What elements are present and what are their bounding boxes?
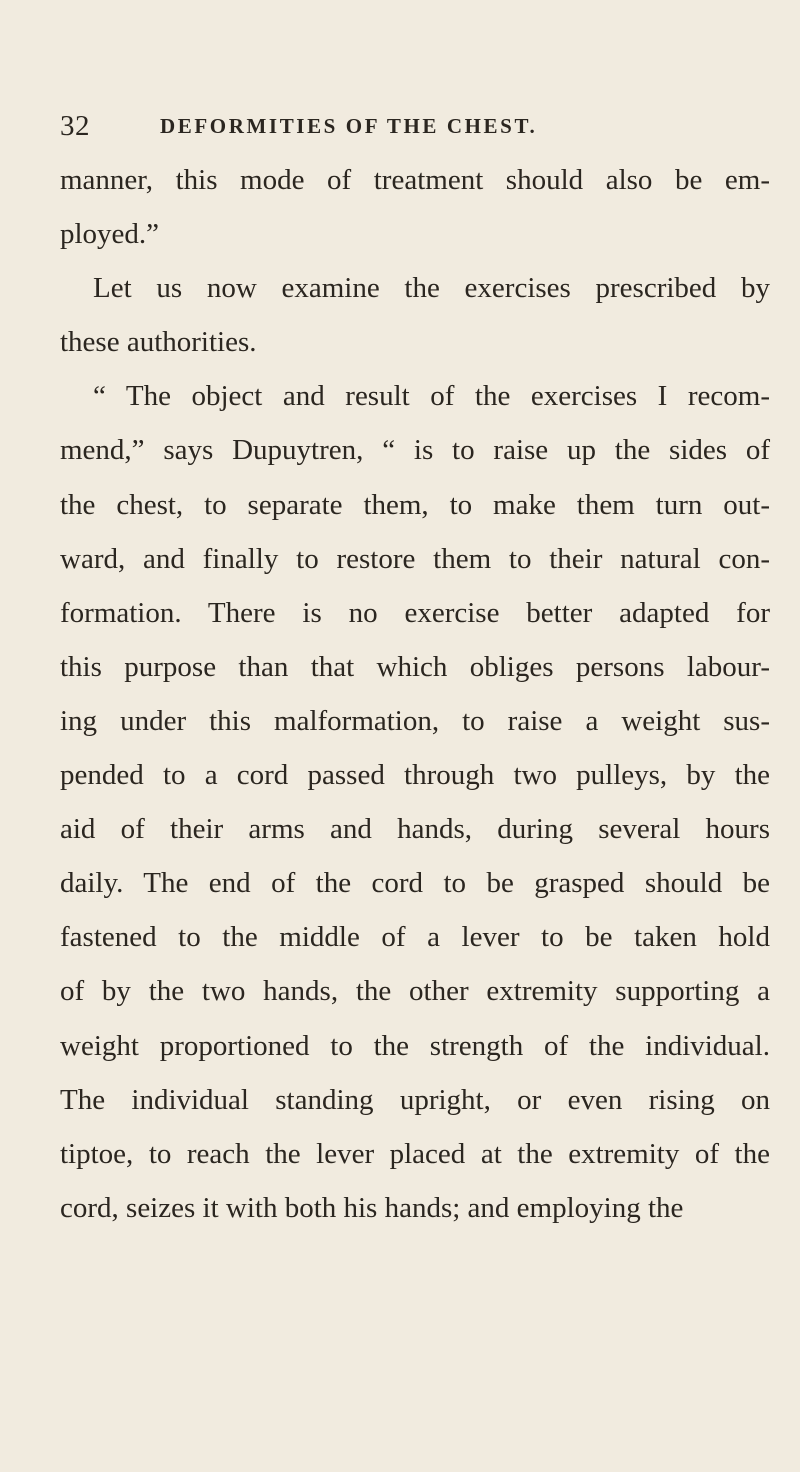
text-line: these authorities.: [60, 326, 257, 359]
text-line: ing under this malformation, to raise a weight sus-: [60, 704, 770, 737]
body-text: [60, 153, 770, 1235]
text-line: manner, this mode of treatment should also be em-: [60, 164, 770, 196]
page-number: 32: [60, 110, 90, 142]
text-line: ployed.”: [60, 218, 160, 251]
text-line: this purpose than that which obliges persons labour-: [60, 650, 770, 683]
running-head: DEFORMITIES OF THE CHEST.: [160, 114, 538, 138]
text-line: The individual standing upright, or even rising on: [60, 1083, 770, 1116]
text-line: daily. The end of the cord to be grasped should be: [60, 867, 770, 900]
text-line: of by the two hands, the other extremity supporting a: [60, 975, 770, 1008]
text-line: formation. There is no exercise better adapted for: [60, 596, 770, 629]
text-line: mend,” says Dupuytren, “ is to raise up the sides of: [60, 434, 770, 467]
text-line: the chest, to separate them, to make them turn out-: [60, 488, 770, 521]
page-header: [60, 106, 760, 146]
text-line: cord, seizes it with both his hands; and employing the: [60, 1191, 684, 1224]
text-line: tiptoe, to reach the lever placed at the extremity of the: [60, 1137, 770, 1170]
text-line: pended to a cord passed through two pulleys, by the: [60, 759, 770, 792]
text-line: Let us now examine the exercises prescribed by: [93, 272, 770, 305]
text-line: ward, and finally to restore them to their natural con-: [60, 542, 770, 575]
text-line: fastened to the middle of a lever to be taken hold: [60, 921, 770, 954]
text-line: aid of their arms and hands, during several hours: [60, 813, 770, 846]
text-line: “ The object and result of the exercises I recom-: [93, 380, 770, 413]
text-line: weight proportioned to the strength of the individual.: [60, 1029, 770, 1062]
